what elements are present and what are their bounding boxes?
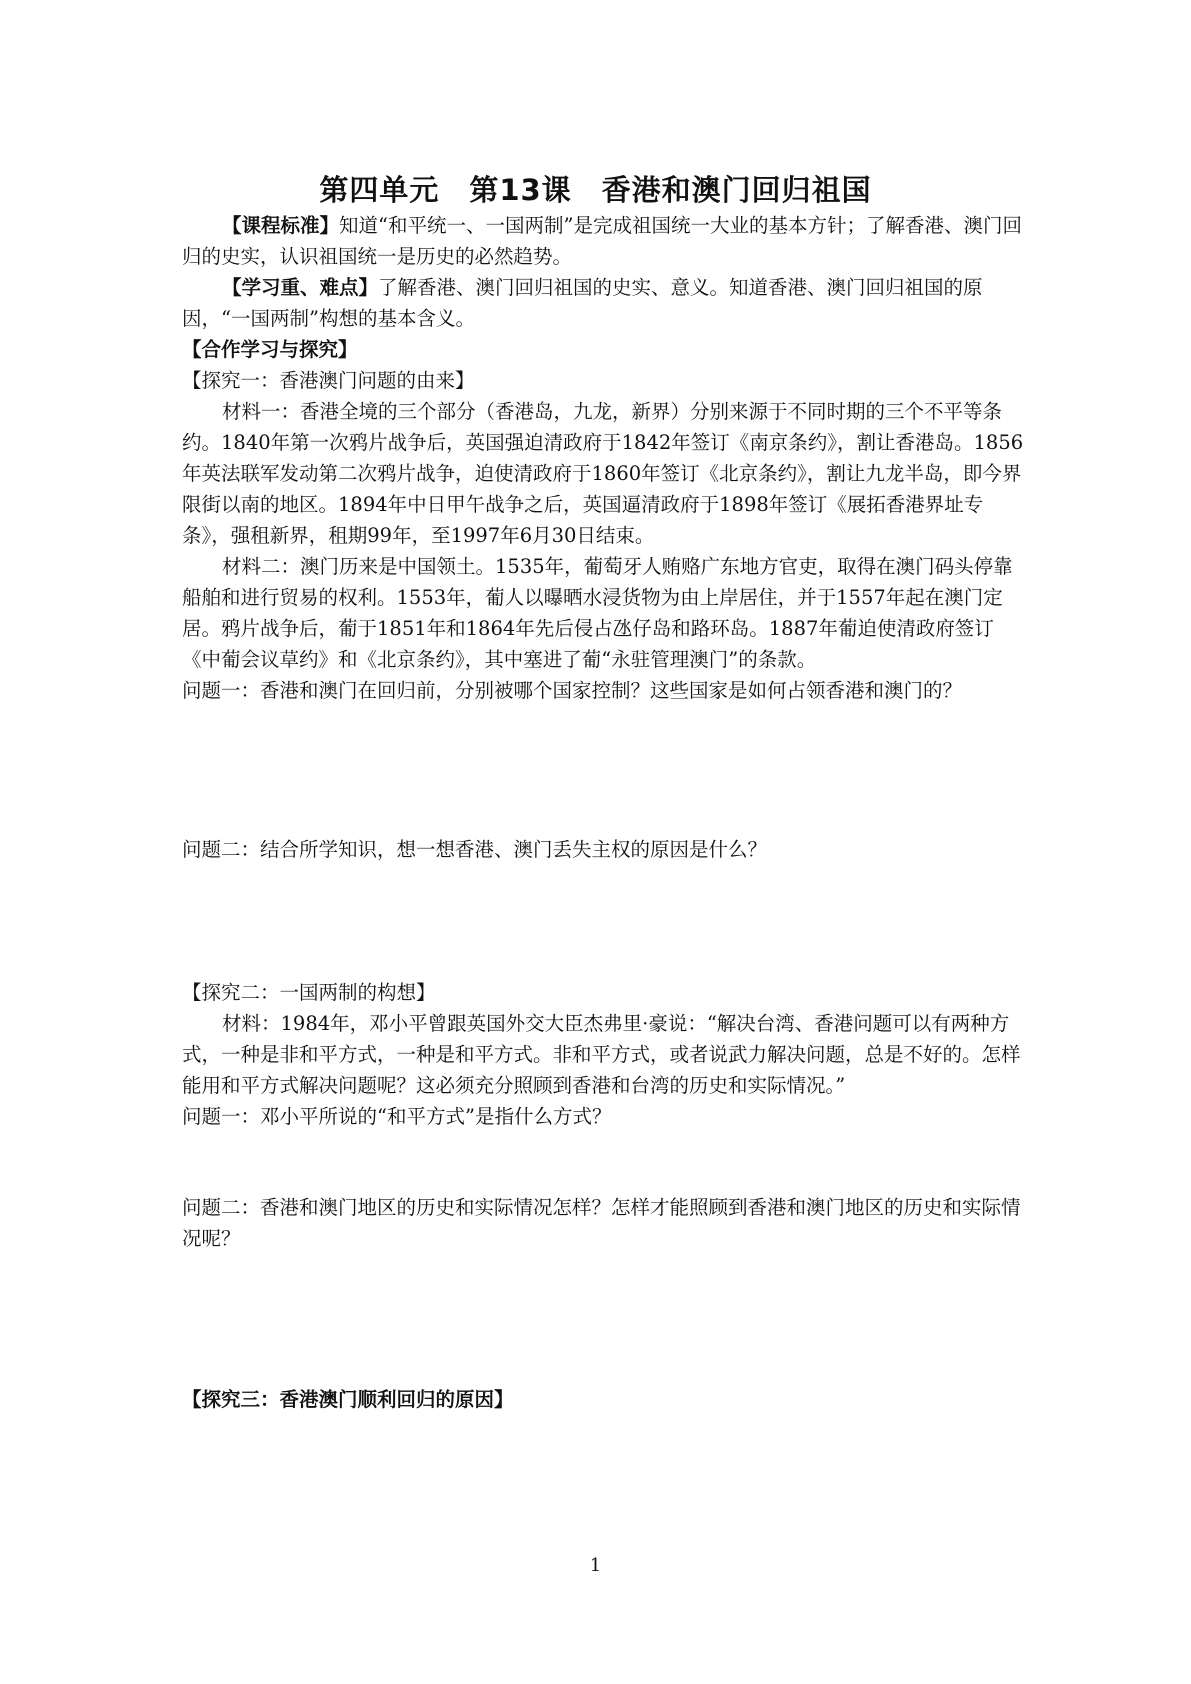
course-standard-paragraph (182, 210, 1028, 272)
section1-question2: 问题二：结合所学知识，想一想香港、澳门丢失主权的原因是什么？ (182, 838, 768, 861)
section1-question1: 问题一：香港和澳门在回归前，分别被哪个国家控制？这些国家是如何占领香港和澳门的？ (182, 679, 963, 702)
document-body (182, 210, 1028, 1415)
answer-space (182, 865, 1028, 977)
answer-space (182, 706, 1028, 834)
key-points-paragraph (182, 272, 1028, 334)
section2-question2: 问题二：香港和澳门地区的历史和实际情况怎样？怎样才能照顾到香港和澳门地区的历史和实际情况呢？ (182, 1196, 1021, 1250)
key-points-label: 【学习重、难点】 (222, 276, 379, 299)
section2-heading: 【探究二：一国两制的构想】 (182, 981, 436, 1004)
page-number: 1 (589, 1555, 602, 1576)
section1-material2: 材料二：澳门历来是中国领土。1535年，葡萄牙人贿赂广东地方官吏，取得在澳门码头停靠船舶和进行贸易的权利。1553年，葡人以曝晒水浸货物为由上岸居住，并于1557年起在澳门定居。鸦片战争后，葡于1851年和1864年先后侵占氹仔岛和路环岛。1887年葡迫使清政府签订《中葡会议草约》和《北京条约》，其中塞进了葡“永驻管理澳门”的条款。 (182, 555, 1013, 671)
section2-question1: 问题一：邓小平所说的“和平方式”是指什么方式？ (182, 1105, 612, 1128)
answer-space (182, 1254, 1028, 1384)
answer-space (182, 1132, 1028, 1192)
cooperative-learning-heading: 【合作学习与探究】 (182, 338, 358, 361)
section1-material1: 材料一：香港全境的三个部分（香港岛，九龙，新界）分别来源于不同时期的三个不平等条约。1840年第一次鸦片战争后，英国强迫清政府于1842年签订《南京条约》，割让香港岛。1856年英法联军发动第二次鸦片战争，迫使清政府于1860年签订《北京条约》，割让九龙半岛，即今界限街以南的地区。1894年中日甲午战争之后，英国逼清政府于1898年签订《展拓香港界址专条》，强租新界，租期99年，至1997年6月30日结束。 (182, 400, 1024, 547)
course-standard-text: 知道“和平统一、一国两制”是完成祖国统一大业的基本方针；了解香港、澳门回归的史实，认识祖国统一是历史的必然趋势。 (182, 214, 1022, 268)
key-points-text: 了解香港、澳门回归祖国的史实、意义。知道香港、澳门回归祖国的原因，“一国两制”构想的基本含义。 (182, 276, 983, 330)
section3-heading: 【探究三：香港澳门顺利回归的原因】 (182, 1388, 514, 1411)
section1-heading: 【探究一：香港澳门问题的由来】 (182, 369, 475, 392)
page-title: 第四单元 第13课 香港和澳门回归祖国 (319, 173, 872, 207)
section2-material: 材料：1984年，邓小平曾跟英国外交大臣杰弗里·豪说：“解决台湾、香港问题可以有两种方式，一种是非和平方式，一种是和平方式。非和平方式，或者说武力解决问题，总是不好的。怎样能用和平方式解决问题呢？这必须充分照顾到香港和台湾的历史和实际情况。” (182, 1012, 1021, 1097)
course-standard-label: 【课程标准】 (222, 214, 340, 237)
